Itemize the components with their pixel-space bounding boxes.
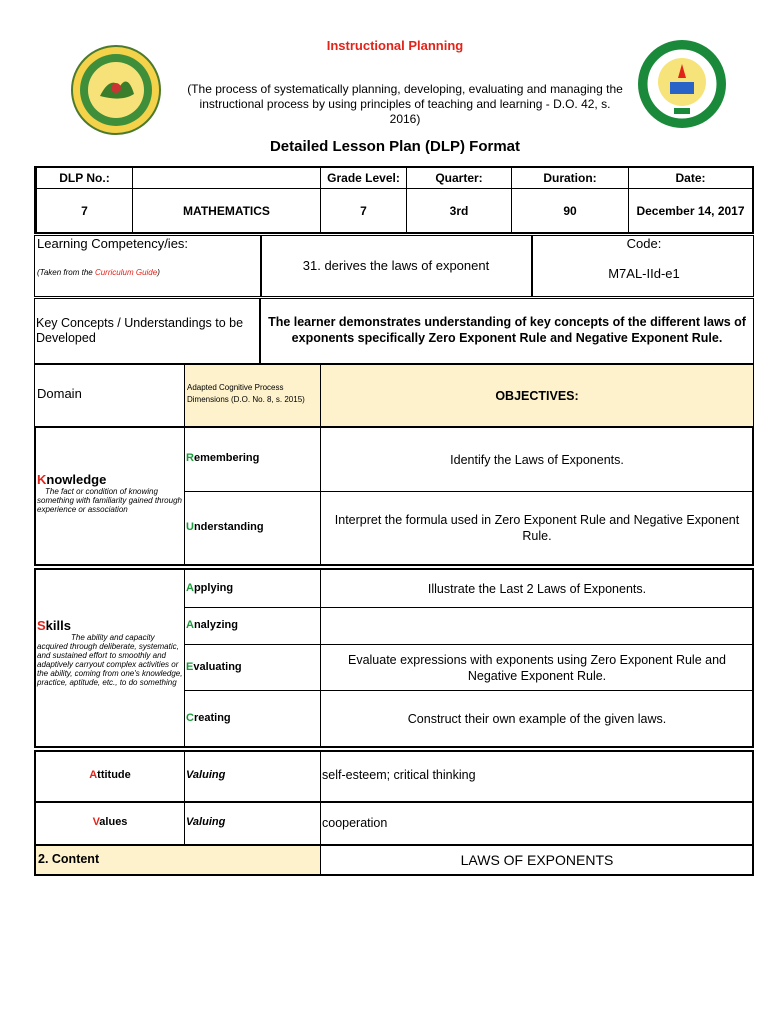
curriculum-guide-link[interactable]: Curriculum Guide <box>94 268 158 277</box>
skills-divider-v1 <box>184 570 185 746</box>
process-evaluating <box>186 661 242 673</box>
objective-creating: Construct their own example of the given laws. <box>407 711 667 726</box>
objective-evaluating: Evaluate expressions with exponents using Zero Exponent Rule and Negative Exponent Rule. <box>347 652 726 683</box>
code-label: Code: <box>626 236 662 251</box>
process-header-cell <box>184 365 321 426</box>
school-seal-icon <box>636 38 728 130</box>
process-rest: valuating <box>193 661 242 673</box>
deped-seal-icon <box>70 44 162 136</box>
process-rest: emembering <box>193 452 260 464</box>
values-objective: cooperation <box>322 816 388 830</box>
attitude-initial: A <box>89 769 98 781</box>
process-rest: nderstanding <box>193 521 264 533</box>
skills-rest: kills <box>45 618 71 633</box>
objectives-header: OBJECTIVES: <box>321 365 753 426</box>
competency-note-suffix: ) <box>157 268 160 277</box>
process-rest: nalyzing <box>193 619 238 631</box>
attitude-label <box>36 769 184 781</box>
competency-note-prefix: (Taken from the <box>37 268 95 277</box>
process-rest: pplying <box>193 582 234 594</box>
header-title: Instructional Planning <box>326 38 464 53</box>
process-initial: R <box>186 452 194 464</box>
objective-applying: Illustrate the Last 2 Laws of Exponents. <box>427 582 647 596</box>
values-process: Valuing <box>186 816 226 828</box>
skills-desc: The ability and capacity acquired through deliberate, systematic, and sustained effort to smoothly and adaptively carryout complex activities or the ability, coming from one's knowledge, practice, aptitude, etc., to do something <box>37 633 183 687</box>
process-understanding <box>186 521 264 533</box>
attitude-values-block <box>34 750 754 846</box>
knowledge-divider-v1 <box>184 428 185 564</box>
knowledge-divider-v2 <box>320 428 321 564</box>
values-initial: V <box>92 816 100 828</box>
process-applying <box>186 582 233 594</box>
doc-title: Detailed Lesson Plan (DLP) Format <box>269 138 521 155</box>
content-label-cell <box>36 846 321 874</box>
process-rest: reating <box>193 712 231 724</box>
values-label <box>36 816 184 828</box>
knowledge-title <box>37 472 106 487</box>
info-header: Duration: <box>511 167 629 189</box>
attitude-process: Valuing <box>186 769 226 781</box>
skills-divider-v2 <box>320 570 321 746</box>
av-divider-h <box>36 801 753 803</box>
knowledge-divider-h <box>184 491 753 492</box>
key-concepts-label: Key Concepts / Understandings to be Developed <box>36 316 244 345</box>
info-value: December 14, 2017 <box>628 188 753 233</box>
values-rest: alues <box>99 816 128 828</box>
content-text: LAWS OF EXPONENTS <box>460 852 614 868</box>
process-initial: U <box>186 521 194 533</box>
process-initial: E <box>186 661 194 673</box>
av-divider-v2 <box>320 752 321 844</box>
key-concepts-divider <box>259 299 261 363</box>
info-value: 90 <box>511 188 629 233</box>
attitude-objective: self-esteem; critical thinking <box>322 768 476 782</box>
competency-label-cell <box>35 236 262 296</box>
objective-analyzing <box>322 608 752 644</box>
info-value: 3rd <box>406 188 512 233</box>
info-header: Date: <box>628 167 753 189</box>
competency-text: 31. derives the laws of exponent <box>261 236 533 296</box>
objective-understanding: Interpret the formula used in Zero Exponent Rule and Negative Exponent Rule. <box>334 513 740 543</box>
info-value: 7 <box>320 188 407 233</box>
process-creating <box>186 712 231 724</box>
knowledge-desc: The fact or condition of knowing something with familiarity gained through experience or association <box>37 487 182 514</box>
attitude-rest: ttitude <box>97 769 131 781</box>
code-value: M7AL-IId-e1 <box>608 266 680 281</box>
av-divider-v1 <box>184 752 185 844</box>
content-label: 2. Content <box>38 852 100 866</box>
process-analyzing <box>186 619 238 631</box>
domain-label: Domain <box>37 386 82 401</box>
objective-remembering: Identify the Laws of Exponents. <box>450 452 624 467</box>
key-concepts-text: The learner demonstrates understanding of key concepts of the different laws of exponents specifically Zero Exponent Rule and Negative Exponent Rule. <box>268 315 746 345</box>
skills-initial: S <box>37 618 46 633</box>
process-initial: A <box>186 582 194 594</box>
knowledge-initial: K <box>37 472 47 487</box>
info-value: MATHEMATICS <box>132 188 321 233</box>
info-header: DLP No.: <box>36 167 133 189</box>
process-initial: A <box>186 619 194 631</box>
process-header: Adapted Cognitive Process Dimensions (D.O. No. 8, s. 2015) <box>187 383 305 404</box>
knowledge-rest: nowledge <box>46 472 107 487</box>
skills-title <box>37 618 71 633</box>
info-value: 7 <box>36 188 133 233</box>
process-initial: C <box>186 712 194 724</box>
info-header: Quarter: <box>406 167 512 189</box>
info-header: Grade Level: <box>320 167 407 189</box>
header-subtitle: (The process of systematically planning, developing, evaluating and managing the instructional process by using principles of teaching and learning - D.O. 42, s. 2016) <box>187 82 623 126</box>
info-header <box>132 167 321 189</box>
process-remembering <box>186 452 259 464</box>
competency-label: Learning Competency/ies: <box>37 236 189 251</box>
competency-note <box>37 268 160 277</box>
